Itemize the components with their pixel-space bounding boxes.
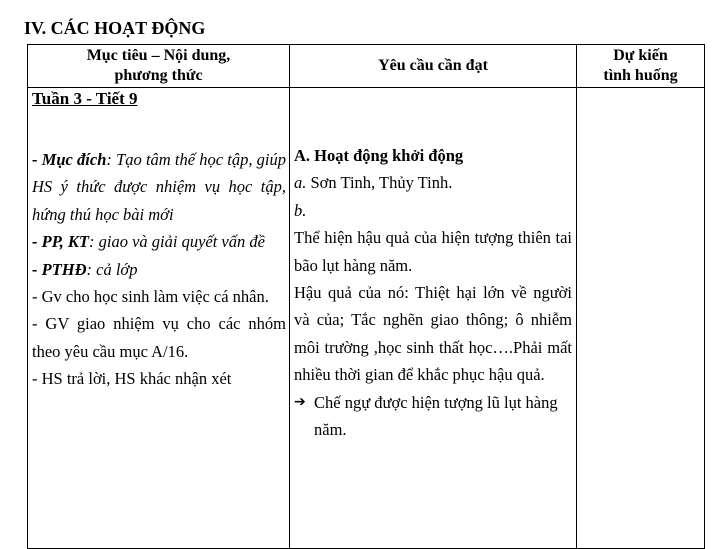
method-label: - PP, KT (32, 232, 89, 252)
purpose-paragraph (32, 146, 286, 228)
answer-a-label: a. (294, 173, 307, 193)
activity-title: A. Hoạt động khởi động (294, 146, 464, 165)
table-header-row (28, 45, 705, 88)
objectives-cell (28, 88, 290, 549)
answer-b-label: b. (294, 200, 307, 220)
header-objectives (28, 45, 290, 88)
lesson-label: Tuần 3 - Tiết 9 (32, 89, 138, 108)
blank-line (32, 110, 286, 146)
answer-a-text: Sơn Tinh, Thủy Tinh. (306, 173, 453, 193)
requirements-cell (290, 88, 577, 549)
activities-table (27, 44, 705, 549)
answer-b-paragraph-1: Thể hiện hậu quả của hiện tượng thiên tai bão lụt hàng năm. (294, 228, 572, 275)
step-group-task: - GV giao nhiệm vụ cho các nhóm theo yêu cầu mục A/16. (32, 314, 286, 361)
arrow-right-icon: ➔ (294, 393, 306, 410)
header-objectives-line2: phương thức (114, 67, 203, 84)
table-row (28, 88, 705, 549)
purpose-label: - Mục đích (32, 150, 107, 169)
method-text: : giao và giải quyết vấn đề (89, 232, 265, 252)
organization-label: - PTHĐ (32, 259, 87, 279)
section-heading: IV. CÁC HOẠT ĐỘNG (24, 18, 206, 38)
organization-paragraph (32, 256, 286, 283)
method-paragraph (32, 228, 286, 255)
purpose-text: : Tạo tâm thế học tập, giúp HS ý thức được nhiệm vụ học tập, hứng thú học bài mới (32, 150, 286, 224)
blank-area (294, 88, 572, 142)
step-answer: - HS trả lời, HS khác nhận xét (32, 369, 232, 389)
header-requirements (290, 45, 577, 88)
answer-a (294, 169, 572, 196)
header-situations (577, 45, 705, 88)
answer-b-paragraph-2: Hậu quả của nó: Thiệt hại lớn về người và của; Tắc nghẽn giao thông; ô nhiễm môi trường ,học sinh thất học….Phải mất nhiều thời gian để khắc phục hậu quả. (294, 283, 572, 385)
situations-cell (577, 88, 705, 549)
step-individual: - Gv cho học sinh làm việc cá nhân. (32, 287, 269, 307)
header-situations-line2: tình huống (603, 67, 678, 84)
organization-text: : cả lớp (86, 259, 138, 279)
conclusion-row (294, 389, 572, 444)
header-objectives-line1: Mục tiêu – Nội dung, (86, 47, 231, 64)
header-situations-line1: Dự kiến (613, 47, 668, 64)
header-requirements-label: Yêu cầu cần đạt (378, 57, 488, 74)
conclusion-text: Chế ngự được hiện tượng lũ lụt hàng năm. (314, 392, 558, 440)
